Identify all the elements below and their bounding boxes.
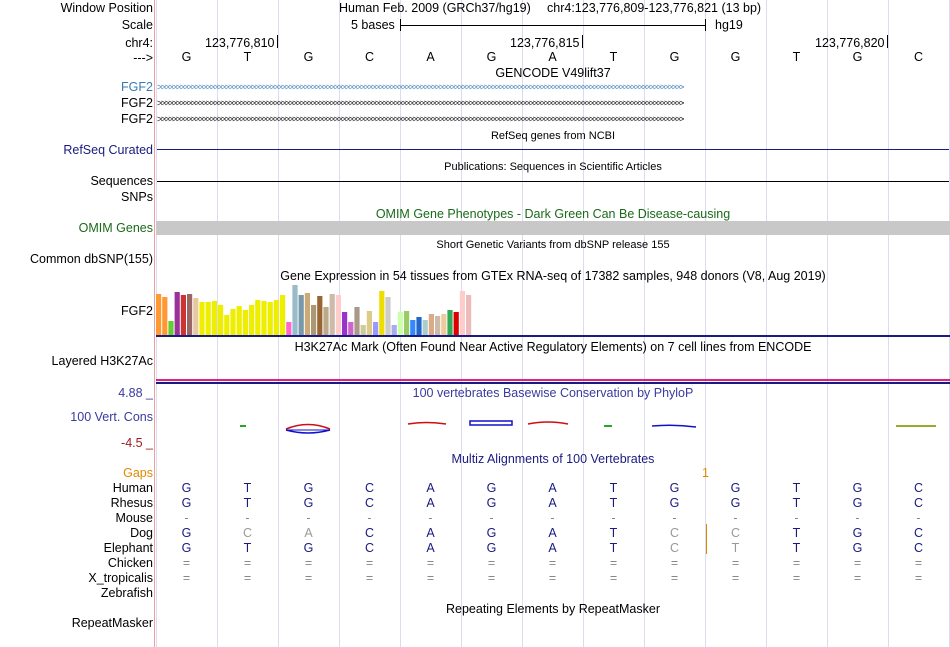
base: A — [426, 50, 435, 64]
aligned-base: A — [304, 526, 313, 540]
aligned-base: = — [487, 556, 496, 570]
aligned-base: G — [181, 496, 192, 510]
aligned-base: C — [364, 481, 375, 495]
gtex-tissue-bar — [199, 302, 204, 335]
aligned-base: = — [426, 571, 435, 585]
species-row-mouse — [156, 511, 950, 525]
aligned-base: T — [243, 496, 252, 510]
aligned-base: = — [609, 571, 618, 585]
aligned-base: G — [303, 481, 314, 495]
species-label-dog[interactable]: Dog — [130, 526, 153, 540]
cons-wiggle[interactable] — [156, 414, 950, 436]
aligned-base: T — [609, 496, 618, 510]
species-label-elephant[interactable]: Elephant — [103, 541, 153, 555]
aligned-base: - — [733, 511, 738, 525]
aligned-base: = — [914, 556, 923, 570]
aligned-base: = — [609, 556, 618, 570]
aligned-base: C — [913, 526, 924, 540]
gtex-tissue-bar — [305, 293, 310, 335]
aligned-base: T — [731, 541, 740, 555]
aligned-base: = — [487, 571, 496, 585]
aligned-base: = — [182, 556, 191, 570]
scale-text: 5 bases — [351, 18, 395, 32]
aligned-base: G — [852, 541, 863, 555]
pubs-label[interactable]: Sequences — [90, 174, 153, 188]
aligned-base: = — [548, 556, 557, 570]
strand-arrows: >>>>>>>>>>>>>>>>>>>>>>>>>>>>>>>>>>>>>>>>>>>>>>>>>>>>>>>>>>>>>>>>>>>>>>>>>>>>>>>>>>>>>>>>>>>>>>>>>>>>>>>>>>>>>>>>>>>>>>>>>>>>>>>>>>>>>>>>>>>> — [157, 83, 683, 92]
gtex-tissue-bar — [336, 295, 341, 335]
aligned-base: C — [669, 541, 680, 555]
aligned-base: G — [181, 481, 192, 495]
gtex-tissue-bar — [311, 305, 316, 335]
gtex-tissue-bar — [447, 310, 452, 335]
coord-tick-1: 123,776,810 — [205, 36, 275, 50]
aligned-base: T — [609, 541, 618, 555]
gtex-tissue-bar — [416, 317, 421, 335]
strand-arrows: >>>>>>>>>>>>>>>>>>>>>>>>>>>>>>>>>>>>>>>>>>>>>>>>>>>>>>>>>>>>>>>>>>>>>>>>>>>>>>>>>>>>>>>>>>>>>>>>>>>>>>>>>>>>>>>>>>>>>>>>>>>>>>>>>>>>>>>>>>>> — [157, 115, 683, 124]
gtex-tissue-bar — [466, 295, 471, 335]
gtex-tissue-bar — [460, 291, 465, 335]
aligned-base: C — [364, 541, 375, 555]
species-label-human[interactable]: Human — [112, 481, 153, 495]
aligned-base: = — [731, 556, 740, 570]
aligned-base: T — [609, 481, 618, 495]
insertion-marker — [706, 524, 707, 554]
aligned-base: G — [669, 481, 680, 495]
aligned-base: = — [243, 571, 252, 585]
gtex-tissue-bar — [156, 294, 161, 335]
aligned-base: = — [182, 571, 191, 585]
gencode-transcript-3[interactable] — [157, 115, 949, 124]
gtex-tissue-bar — [423, 320, 428, 335]
gtex-tissue-bar — [280, 295, 285, 335]
aligned-base: = — [548, 571, 557, 585]
multiz-track-title[interactable]: Multiz Alignments of 100 Vertebrates — [451, 452, 655, 466]
omim-region-bar[interactable] — [156, 221, 950, 235]
genome-assembly-title: Human Feb. 2009 (GRCh37/hg19) — [339, 1, 531, 15]
aligned-base: T — [792, 481, 801, 495]
aligned-base: = — [304, 556, 313, 570]
gtex-tissue-bar — [230, 309, 235, 335]
refseq-track-title[interactable]: RefSeq genes from NCBI — [490, 130, 616, 142]
chrom-label: chr4: — [125, 36, 153, 50]
aligned-base: = — [365, 571, 374, 585]
aligned-base: - — [184, 511, 189, 525]
gtex-tissue-bar — [261, 301, 266, 335]
aligned-base: - — [855, 511, 860, 525]
species-row-rhesus — [156, 496, 950, 510]
aligned-base: - — [489, 511, 494, 525]
aligned-base: G — [181, 541, 192, 555]
aligned-base: - — [306, 511, 311, 525]
gtex-tissue-bar — [373, 322, 378, 335]
gtex-tissue-bar — [212, 301, 217, 335]
gtex-tissue-bar — [206, 302, 211, 335]
aligned-base: - — [367, 511, 372, 525]
aligned-base: - — [611, 511, 616, 525]
aligned-base: A — [426, 496, 435, 510]
aligned-base: A — [426, 541, 435, 555]
aligned-base: A — [548, 496, 557, 510]
aligned-base: A — [548, 481, 557, 495]
h3k27ac-track-title[interactable]: H3K27Ac Mark (Often Found Near Active Regulatory Elements) on 7 cell lines from ENCODE — [294, 340, 812, 354]
aligned-base: G — [486, 541, 497, 555]
gtex-tissue-bar — [317, 296, 322, 335]
coord-tick-3: 123,776,820 — [815, 36, 885, 50]
gencode-gene-label-2[interactable]: FGF2 — [121, 96, 153, 110]
gtex-tissue-bar — [274, 300, 279, 335]
gtex-tissue-bar — [218, 305, 223, 335]
aligned-base: C — [913, 541, 924, 555]
pubs-line[interactable] — [157, 181, 949, 182]
aligned-base: G — [486, 481, 497, 495]
species-row-chicken — [156, 556, 950, 570]
assembly-label: hg19 — [715, 18, 743, 32]
cons-label[interactable]: 100 Vert. Cons — [70, 410, 153, 424]
repeatmasker-label[interactable]: RepeatMasker — [71, 616, 153, 630]
gtex-tissue-bar — [255, 300, 260, 335]
gap-mark: 1 — [702, 466, 709, 480]
aligned-base: = — [243, 556, 252, 570]
species-label-xtropicalis[interactable]: X_tropicalis — [88, 571, 153, 585]
gtex-tissue-bar — [323, 307, 328, 335]
omim-track-title[interactable]: OMIM Gene Phenotypes - Dark Green Can Be Disease-causing — [375, 207, 731, 221]
gtex-expression-chart[interactable] — [156, 284, 536, 336]
coord-tick-2: 123,776,815 — [510, 36, 580, 50]
aligned-base: = — [426, 556, 435, 570]
aligned-base: - — [550, 511, 555, 525]
aligned-base: T — [792, 526, 801, 540]
base: G — [303, 50, 314, 64]
gtex-tissue-bar — [268, 302, 273, 335]
aligned-base: = — [792, 556, 801, 570]
gtex-tissue-bar — [385, 297, 390, 335]
refseq-gene-line[interactable] — [157, 149, 949, 150]
aligned-base: T — [609, 526, 618, 540]
base: T — [243, 50, 252, 64]
aligned-base: C — [669, 526, 680, 540]
gtex-tissue-bar — [454, 312, 459, 335]
aligned-base: G — [669, 496, 680, 510]
base: G — [730, 50, 741, 64]
gtex-tissue-bar — [237, 306, 242, 335]
gtex-tissue-bar — [379, 291, 384, 335]
species-row-dog — [156, 526, 950, 540]
gencode-transcript-2[interactable] — [157, 99, 949, 108]
gtex-tissue-bar — [367, 311, 372, 335]
h3k27ac-label[interactable]: Layered H3K27Ac — [51, 354, 153, 368]
cons-track-title[interactable]: 100 vertebrates Basewise Conservation by PhyloP — [412, 386, 694, 400]
cons-ymax: 4.88 _ — [118, 386, 153, 400]
dbsnp-label[interactable]: Common dbSNP(155) — [30, 252, 153, 266]
snps-label[interactable]: SNPs — [121, 190, 153, 204]
aligned-base: - — [794, 511, 799, 525]
aligned-base: G — [181, 526, 192, 540]
gtex-tissue-bar — [392, 325, 397, 335]
scale-label: Scale — [121, 18, 153, 32]
gtex-tissue-bar — [193, 298, 198, 335]
gtex-tissue-bar — [299, 295, 304, 335]
base: C — [913, 50, 924, 64]
aligned-base: T — [792, 496, 801, 510]
gencode-transcript-1[interactable] — [157, 83, 949, 92]
sidebar-separator — [154, 0, 155, 647]
species-row-zebrafish — [156, 586, 950, 600]
aligned-base: - — [245, 511, 250, 525]
gtex-tissue-bar — [410, 320, 415, 335]
aligned-base: - — [428, 511, 433, 525]
gaps-label[interactable]: Gaps — [123, 466, 153, 480]
aligned-base: = — [670, 556, 679, 570]
gtex-baseline — [156, 335, 950, 337]
base: G — [486, 50, 497, 64]
aligned-base: = — [853, 556, 862, 570]
coord-tick-mark-1 — [277, 35, 278, 48]
repeatmasker-track-title[interactable]: Repeating Elements by RepeatMasker — [445, 602, 660, 616]
gtex-tissue-bar — [354, 307, 359, 335]
base: G — [181, 50, 192, 64]
gtex-tissue-bar — [168, 321, 173, 335]
aligned-base: = — [914, 571, 923, 585]
species-row-elephant — [156, 541, 950, 555]
gtex-tissue-bar — [249, 305, 254, 335]
strand-arrows: >>>>>>>>>>>>>>>>>>>>>>>>>>>>>>>>>>>>>>>>>>>>>>>>>>>>>>>>>>>>>>>>>>>>>>>>>>>>>>>>>>>>>>>>>>>>>>>>>>>>>>>>>>>>>>>>>>>>>>>>>>>>>>>>>>>>>>>>>>>> — [157, 99, 683, 108]
species-row-human — [156, 481, 950, 495]
aligned-base: C — [242, 526, 253, 540]
gtex-tissue-bar — [330, 294, 335, 335]
gtex-track-title[interactable]: Gene Expression in 54 tissues from GTEx RNA-seq of 17382 samples, 948 donors (V8, Aug 2019) — [280, 269, 826, 283]
aligned-base: A — [426, 526, 435, 540]
gtex-gene-label[interactable]: FGF2 — [121, 304, 153, 318]
gtex-tissue-bar — [342, 312, 347, 335]
h3k27ac-signal-line[interactable] — [156, 379, 950, 381]
gencode-gene-label-1[interactable]: FGF2 — [121, 80, 153, 94]
aligned-base: G — [486, 526, 497, 540]
aligned-base: A — [426, 481, 435, 495]
aligned-base: - — [916, 511, 921, 525]
base: G — [852, 50, 863, 64]
species-label-rhesus[interactable]: Rhesus — [110, 496, 153, 510]
pubs-track-title[interactable]: Publications: Sequences in Scientific Articles — [444, 161, 662, 173]
aligned-base: = — [853, 571, 862, 585]
cons-ymin: -4.5 _ — [121, 436, 153, 450]
gtex-tissue-bar — [348, 322, 353, 335]
aligned-base: C — [913, 481, 924, 495]
coord-tick-mark-3 — [887, 35, 888, 48]
strand-label: ---> — [133, 51, 153, 65]
gencode-gene-label-3[interactable]: FGF2 — [121, 112, 153, 126]
aligned-base: = — [792, 571, 801, 585]
gtex-tissue-bar — [292, 285, 297, 335]
aligned-base: A — [548, 541, 557, 555]
aligned-base: G — [852, 496, 863, 510]
omim-label[interactable]: OMIM Genes — [78, 221, 153, 235]
aligned-base: = — [731, 571, 740, 585]
gtex-tissue-bar — [175, 292, 180, 335]
gtex-tissue-bar — [361, 325, 366, 335]
dbsnp-track-title[interactable]: Short Genetic Variants from dbSNP release 155 — [436, 239, 670, 251]
aligned-base: C — [913, 496, 924, 510]
window-position-label: Window Position — [60, 1, 153, 15]
h3k27ac-baseline — [156, 382, 950, 384]
gtex-tissue-bar — [187, 294, 192, 335]
base: G — [669, 50, 680, 64]
gtex-tissue-bar — [441, 314, 446, 335]
aligned-base: C — [364, 496, 375, 510]
gtex-tissue-bar — [286, 322, 291, 335]
species-label-chicken[interactable]: Chicken — [107, 556, 153, 570]
gtex-tissue-bar — [398, 312, 403, 335]
aligned-base: G — [730, 496, 741, 510]
species-label-mouse[interactable]: Mouse — [115, 511, 153, 525]
aligned-base: G — [852, 526, 863, 540]
scale-bar — [400, 19, 706, 31]
aligned-base: G — [852, 481, 863, 495]
base: T — [609, 50, 618, 64]
gtex-tissue-bar — [404, 311, 409, 335]
aligned-base: A — [548, 526, 557, 540]
aligned-base: G — [303, 541, 314, 555]
gtex-tissue-bar — [162, 297, 167, 335]
base: C — [364, 50, 375, 64]
species-label-zebrafish[interactable]: Zebrafish — [100, 586, 153, 600]
aligned-base: = — [365, 556, 374, 570]
gtex-tissue-bar — [435, 316, 440, 335]
aligned-base: = — [304, 571, 313, 585]
aligned-base: C — [730, 526, 741, 540]
base: T — [792, 50, 801, 64]
aligned-base: T — [792, 541, 801, 555]
base: A — [548, 50, 557, 64]
aligned-base: - — [672, 511, 677, 525]
gtex-tissue-bar — [181, 295, 186, 335]
coord-tick-mark-2 — [582, 35, 583, 48]
refseq-label[interactable]: RefSeq Curated — [63, 143, 153, 157]
aligned-base: C — [364, 526, 375, 540]
aligned-base: G — [303, 496, 314, 510]
gtex-tissue-bar — [429, 314, 434, 335]
aligned-base: G — [486, 496, 497, 510]
aligned-base: T — [243, 541, 252, 555]
base-sequence-row — [156, 50, 950, 64]
aligned-base: = — [670, 571, 679, 585]
gtex-tissue-bar — [243, 310, 248, 335]
aligned-base: G — [730, 481, 741, 495]
gencode-track-title[interactable]: GENCODE V49lift37 — [495, 66, 611, 80]
species-row-xtropicalis — [156, 571, 950, 585]
position-range[interactable]: chr4:123,776,809-123,776,821 (13 bp) — [547, 1, 762, 15]
gtex-tissue-bar — [224, 315, 229, 335]
aligned-base: T — [243, 481, 252, 495]
